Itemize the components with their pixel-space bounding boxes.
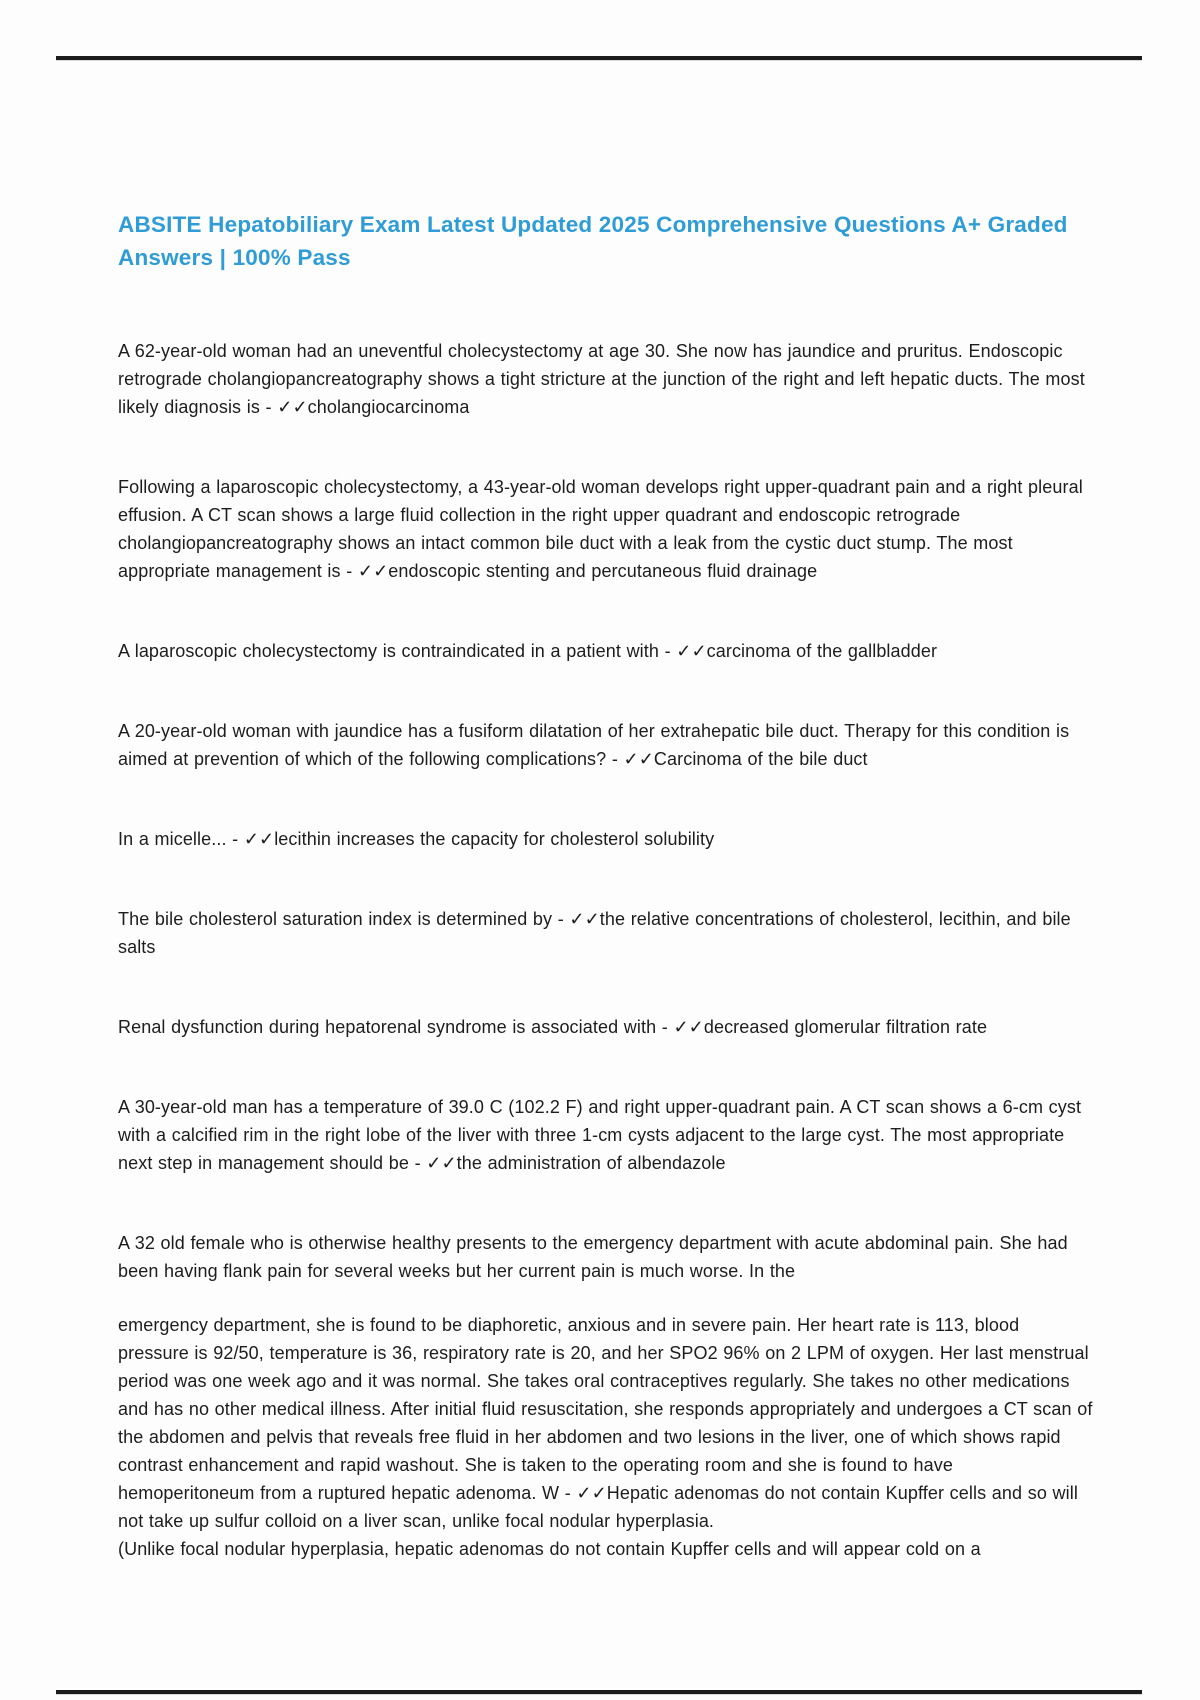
qa-paragraph-10: emergency department, she is found to be diaphoretic, anxious and in severe pain. Her heart rate is 113, blood pressure is 92/50, temperature is 36, respiratory rate is 20, and her SPO2 96% on 2 LPM of oxygen. Her last menstrual period was one week ago and it was normal. She takes oral contraceptives regularly. She takes no other medications and has no other medical illness. After initial fluid resuscitation, she responds appropriately and undergoes a CT scan of the abdomen and pelvis that reveals free fluid in her abdomen and two lesions in the liver, one of which shows rapid contrast enhancement and rapid washout. She is taken to the operating room and she is found to have hemoperitoneum from a ruptured hepatic adenoma. W - ✓✓Hepatic adenomas do not contain Kupffer cells and so will not take up sulfur colloid on a liver scan, unlike focal nodular hyperplasia. [118,1315,1093,1531]
bottom-horizontal-rule [56,1690,1142,1694]
qa-paragraph-5: In a micelle... - ✓✓lecithin increases the capacity for cholesterol solubility [118,829,715,849]
qa-paragraph-11: (Unlike focal nodular hyperplasia, hepatic adenomas do not contain Kupffer cells and will appear cold on a [118,1539,981,1559]
qa-paragraph-9: A 32 old female who is otherwise healthy presents to the emergency department with acute abdominal pain. She had been having flank pain for several weeks but her current pain is much worse. In the [118,1233,1068,1281]
qa-paragraph-7: Renal dysfunction during hepatorenal syndrome is associated with - ✓✓decreased glomerular filtration rate [118,1017,988,1037]
qa-paragraph-3: A laparoscopic cholecystectomy is contraindicated in a patient with - ✓✓carcinoma of the gallbladder [118,641,938,661]
top-horizontal-rule [56,56,1142,60]
document-content [118,208,1093,1563]
document-title: ABSITE Hepatobiliary Exam Latest Updated 2025 Comprehensive Questions A+ Graded Answers | 100% Pass [118,212,1068,270]
qa-paragraph-2: Following a laparoscopic cholecystectomy, a 43-year-old woman develops right upper-quadrant pain and a right pleural effusion. A CT scan shows a large fluid collection in the right upper quadrant and endoscopic retrograde cholangiopancreatography shows an intact common bile duct with a leak from the cystic duct stump. The most appropriate management is - ✓✓endoscopic stenting and percutaneous fluid drainage [118,477,1083,581]
qa-paragraph-6: The bile cholesterol saturation index is determined by - ✓✓the relative concentrations of cholesterol, lecithin, and bile salts [118,909,1071,957]
qa-paragraph-1: A 62-year-old woman had an uneventful cholecystectomy at age 30. She now has jaundice and pruritus. Endoscopic retrograde cholangiopancreatography shows a tight stricture at the junction of the right and left hepatic ducts. The most likely diagnosis is - ✓✓cholangiocarcinoma [118,341,1085,417]
qa-paragraph-8: A 30-year-old man has a temperature of 39.0 C (102.2 F) and right upper-quadrant pain. A CT scan shows a 6-cm cyst with a calcified rim in the right lobe of the liver with three 1-cm cysts adjacent to the large cyst. The most appropriate next step in management should be - ✓✓the administration of albendazole [118,1097,1082,1173]
qa-paragraph-4: A 20-year-old woman with jaundice has a fusiform dilatation of her extrahepatic bile duct. Therapy for this condition is aimed at prevention of which of the following complications? - ✓✓Carcinoma of the bile duct [118,721,1070,769]
